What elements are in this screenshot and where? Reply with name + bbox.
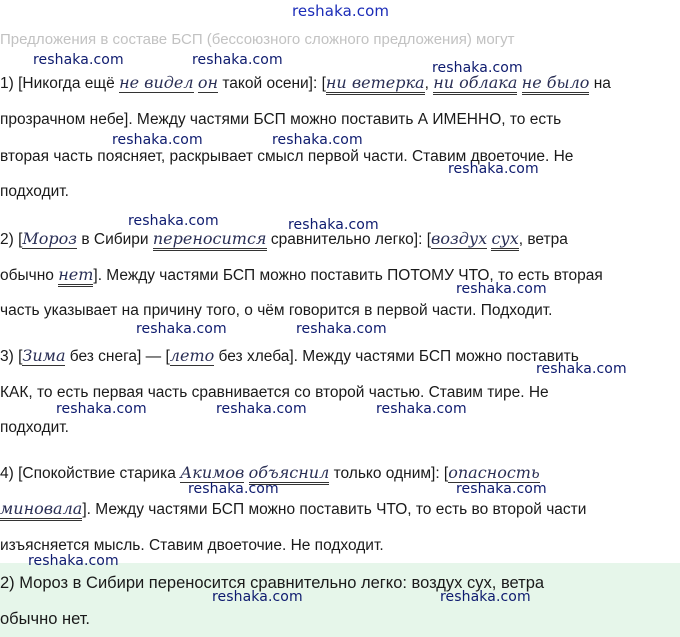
item-4-line-2: миновала]. Между частями БСП можно поставить ЧТО, то есть во второй части xyxy=(0,499,586,520)
watermark: reshaka.com xyxy=(188,481,279,497)
watermark: reshaka.com xyxy=(536,361,627,377)
page-title: Предложения в составе БСП (бессоюзного сложного предложения) могут xyxy=(0,31,515,48)
predicate: сух xyxy=(491,229,518,251)
watermark: reshaka.com xyxy=(128,213,219,229)
watermark: reshaka.com xyxy=(272,132,363,148)
watermark: reshaka.com xyxy=(192,52,283,68)
watermark: reshaka.com xyxy=(136,321,227,337)
item-2-line-3: часть указывает на причину того, о чём говорится в первой части. Подходит. xyxy=(0,302,553,319)
watermark: reshaka.com xyxy=(212,589,303,605)
watermark: reshaka.com xyxy=(456,281,547,297)
predicate: не видел xyxy=(119,73,194,92)
watermark: reshaka.com xyxy=(292,2,390,20)
subject: лето xyxy=(169,346,215,365)
watermark: reshaka.com xyxy=(376,401,467,417)
subject: Мороз xyxy=(22,229,78,248)
item-2-line-2: обычно нет]. Между частями БСП можно поставить ПОТОМУ ЧТО, то есть вторая xyxy=(0,265,603,286)
item-3-line-2: КАК, то есть первая часть сравнивается со второй частью. Ставим тире. Не xyxy=(0,384,549,401)
watermark: reshaka.com xyxy=(456,481,547,497)
watermark: reshaka.com xyxy=(296,321,387,337)
watermark: reshaka.com xyxy=(432,60,523,76)
watermark: reshaka.com xyxy=(288,217,379,233)
item-3-line-3: подходит. xyxy=(0,419,69,436)
predicate: нет xyxy=(58,265,93,287)
subject: Зима xyxy=(22,346,66,365)
subject: ни ветерка xyxy=(326,73,425,95)
answer-line-1: 2) Мороз в Сибири переносится сравнительно легко: воздух сух, ветра xyxy=(0,574,545,592)
watermark: reshaka.com xyxy=(448,161,539,177)
subject: Акимов xyxy=(180,463,245,482)
watermark: reshaka.com xyxy=(56,401,147,417)
item-1-line-4: подходит. xyxy=(0,183,69,200)
predicate: переносится xyxy=(153,229,267,251)
item-1-line-3: вторая часть поясняет, раскрывает смысл первой части. Ставим двоеточие. Не xyxy=(0,148,574,165)
watermark: reshaka.com xyxy=(28,553,119,569)
answer-line-2: обычно нет. xyxy=(0,610,91,628)
watermark: reshaka.com xyxy=(33,52,124,68)
predicate: миновала xyxy=(0,499,82,521)
item-3-line-1: 3) [Зима без снега] — [лето без хлеба]. Между частями БСП можно поставить xyxy=(0,346,579,365)
item-2-line-1: 2) [Мороз в Сибири переносится сравнительно легко]: [воздух сух, ветра xyxy=(0,229,568,250)
predicate: объяснил xyxy=(249,463,330,485)
watermark: reshaka.com xyxy=(112,132,203,148)
subject: ни облака xyxy=(433,73,517,95)
item-4-line-1: 4) [Спокойствие старика Акимов объяснил только одним]: [опасность xyxy=(0,463,540,484)
watermark: reshaka.com xyxy=(216,401,307,417)
subject: опасность xyxy=(448,463,540,482)
subject: он xyxy=(197,73,219,92)
watermark: reshaka.com xyxy=(440,589,531,605)
item-1-line-2: прозрачном небе]. Между частями БСП можно поставить А ИМЕННО, то есть xyxy=(0,111,562,128)
item-1-line-1: 1) [Никогда ещё не видел он такой осени]: [ни ветерка, ни облака не было на xyxy=(0,73,611,94)
item-4-line-3: изъясняется мысль. Ставим двоеточие. Не подходит. xyxy=(0,537,384,554)
subject: воздух xyxy=(431,229,488,248)
predicate: не было xyxy=(522,73,590,95)
